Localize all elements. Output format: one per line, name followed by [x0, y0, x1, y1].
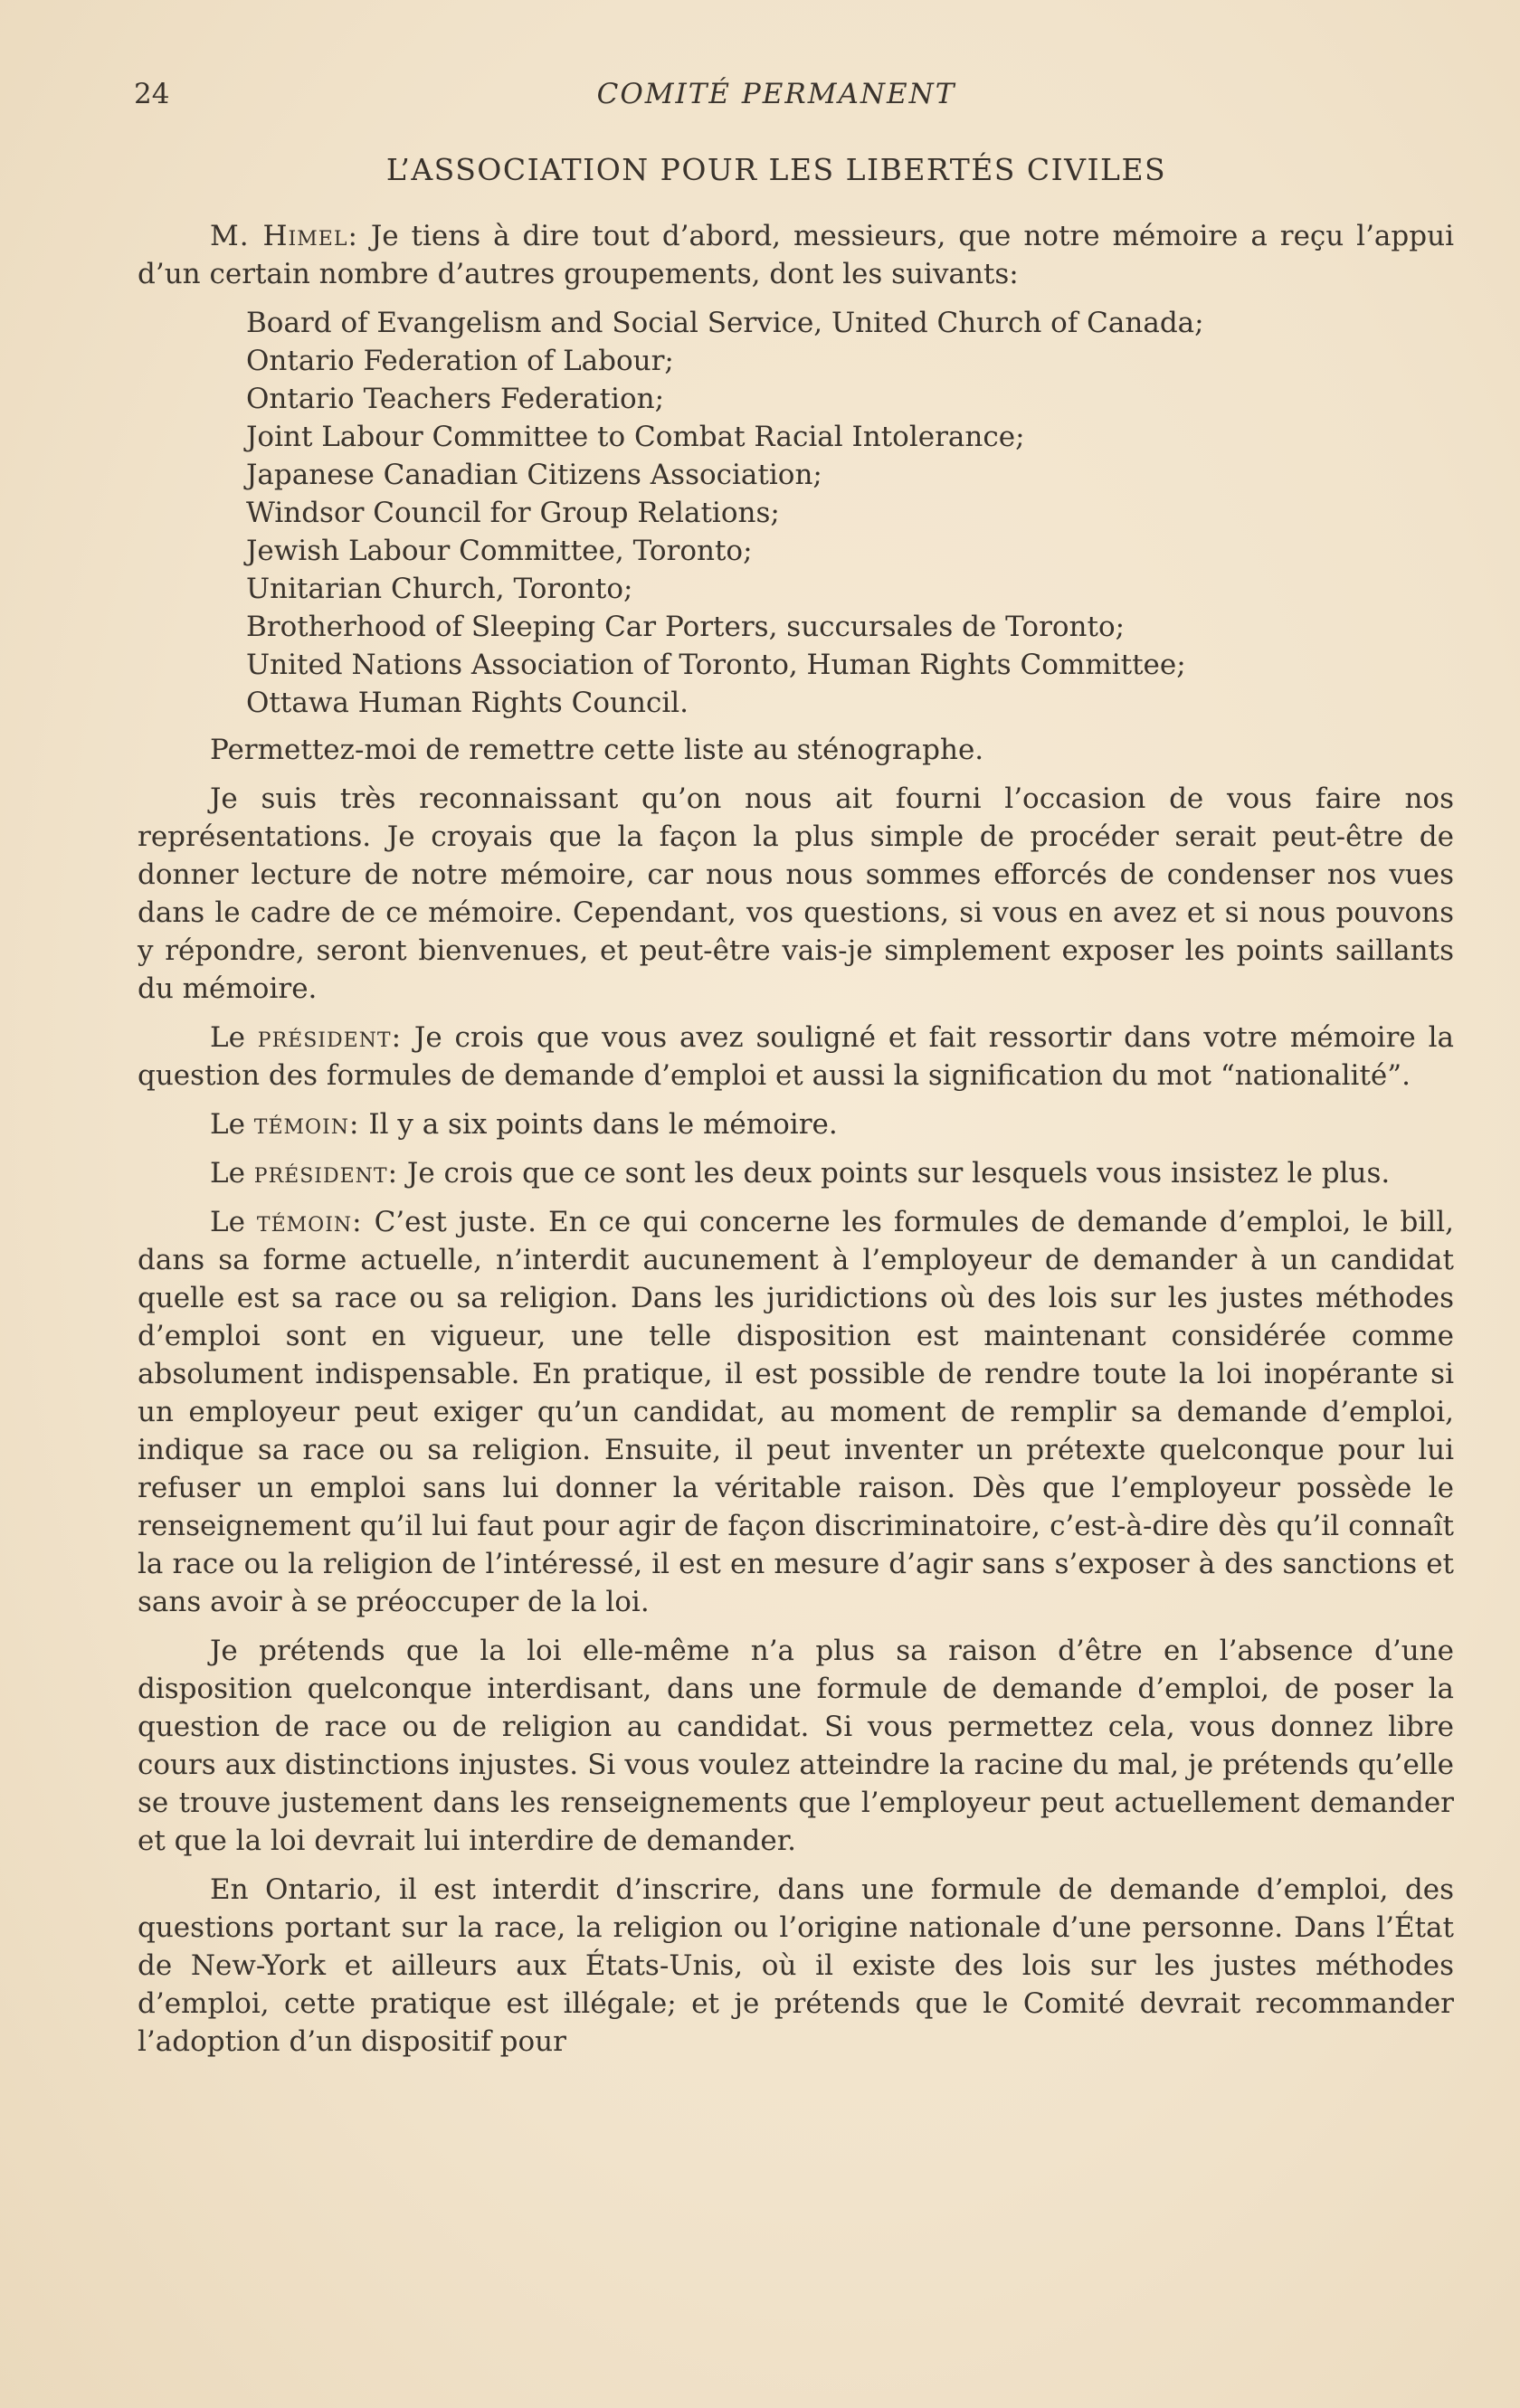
- list-item: Windsor Council for Group Relations;: [246, 497, 780, 529]
- speaker-prefix: Le: [210, 1108, 245, 1141]
- list-item: Joint Labour Committee to Combat Racial Intolerance;: [246, 421, 1025, 453]
- list-item: Japanese Canadian Citizens Association;: [246, 459, 822, 491]
- speaker-prefix: Le: [210, 1206, 245, 1238]
- paragraph-text: Je crois que vous avez souligné et fait ressortir dans votre mémoire la question des formules de demande d’emploi et aussi la signification du mot “nationalité”.: [138, 1021, 1454, 1092]
- list-item: Jewish Labour Committee, Toronto;: [246, 535, 753, 567]
- paragraph-witness: [138, 1105, 1454, 1143]
- list-item: United Nations Association of Toronto, Human Rights Committee;: [246, 649, 1186, 681]
- paragraph-president: [138, 1154, 1454, 1192]
- paragraph-president: [138, 1019, 1454, 1095]
- list-item: Ontario Teachers Federation;: [246, 383, 665, 415]
- paragraph-text: Je crois que ce sont les deux points sur lesquels vous insistez le plus.: [398, 1157, 1391, 1190]
- speaker-prefix: Le: [210, 1021, 245, 1054]
- paragraph-text: C’est juste. En ce qui concerne les formules de demande d’emploi, le bill, dans sa forme actuelle, n’interdit aucunement à l’employeur de demander à un candidat quelle est sa race ou sa religion. Dans les juridictions où des lois sur les justes méthodes d’emploi sont en vigueur, une telle disposition est maintenant considérée comme absolument indispensable. En pratique, il est possible de rendre toute la loi inopérante si un employeur peut exiger qu’un candidat, au moment de remplir sa demande d’emploi, indique sa race ou sa religion. Ensuite, il peut inventer un prétexte quelconque pour lui refuser un emploi sans lui donner la véritable raison. Dès que l’employeur possède le renseignement qu’il lui faut pour agir de façon discriminatoire, c’est-à-dire dès qu’il connaît la race ou la religion de l’intéressé, il est en mesure d’agir sans s’exposer à des sanctions et sans avoir à se préoccuper de la loi.: [138, 1206, 1454, 1618]
- speaker-name: M. Himel:: [210, 220, 358, 252]
- running-title: COMITÉ PERMANENT: [596, 78, 956, 110]
- paragraph-himel: [138, 217, 1454, 293]
- paragraph: En Ontario, il est interdit d’inscrire, dans une formule de demande d’emploi, des questions portant sur la race, la religion ou l’origine nationale d’une personne. Dans l’État de New-York et ailleurs aux États-Unis, où il existe des lois sur les justes méthodes d’emploi, cette pratique est illégale; et je prétends que le Comité devrait recommander l’adoption d’un dispositif pour: [138, 1873, 1454, 2058]
- paragraph-text: Je tiens à dire tout d’abord, messieurs, que notre mémoire a reçu l’appui d’un certain nombre d’autres groupements, dont les suivants:: [138, 220, 1454, 290]
- running-header: [134, 78, 1455, 118]
- speaker-name: témoin:: [253, 1108, 360, 1141]
- list-item: Brotherhood of Sleeping Car Porters, succursales de Toronto;: [246, 611, 1126, 643]
- speaker-prefix: Le: [210, 1157, 245, 1190]
- paragraph-text: Il y a six points dans le mémoire.: [359, 1108, 838, 1141]
- list-item: Ontario Federation of Labour;: [246, 345, 674, 377]
- page-number: 24: [134, 78, 170, 110]
- body-text: [138, 217, 1454, 2071]
- organization-list: [138, 304, 1454, 722]
- paragraph: Je prétends que la loi elle-même n’a plus sa raison d’être en l’absence d’une disposition quelconque interdisant, dans une formule de demande d’emploi, de poser la question de race ou de religion au candidat. Si vous permettez cela, vous donnez libre cours aux distinctions injustes. Si vous voulez atteindre la racine du mal, je prétends qu’elle se trouve justement dans les renseignements que l’employeur peut actuellement demander et que la loi devrait lui interdire de demander.: [138, 1635, 1454, 1857]
- paragraph-witness: [138, 1203, 1454, 1621]
- section-heading: L’ASSOCIATION POUR LES LIBERTÉS CIVILES: [385, 152, 1167, 187]
- speaker-name: président:: [253, 1157, 399, 1190]
- speaker-name: président:: [257, 1021, 403, 1054]
- speaker-name: témoin:: [256, 1206, 363, 1238]
- list-item: Ottawa Human Rights Council.: [246, 687, 689, 719]
- paragraph: Je suis très reconnaissant qu’on nous ait fourni l’occasion de vous faire nos représentations. Je croyais que la façon la plus simple de procéder serait peut-être de donner lecture de notre mémoire, car nous nous sommes efforcés de condenser nos vues dans le cadre de ce mémoire. Cependant, vos questions, si vous en avez et si nous pouvons y répondre, seront bienvenues, et peut-être vais-je simplement exposer les points saillants du mémoire.: [138, 782, 1454, 1005]
- list-item: Board of Evangelism and Social Service, United Church of Canada;: [246, 307, 1204, 339]
- paragraph: Permettez-moi de remettre cette liste au sténographe.: [210, 734, 984, 766]
- list-item: Unitarian Church, Toronto;: [246, 573, 633, 605]
